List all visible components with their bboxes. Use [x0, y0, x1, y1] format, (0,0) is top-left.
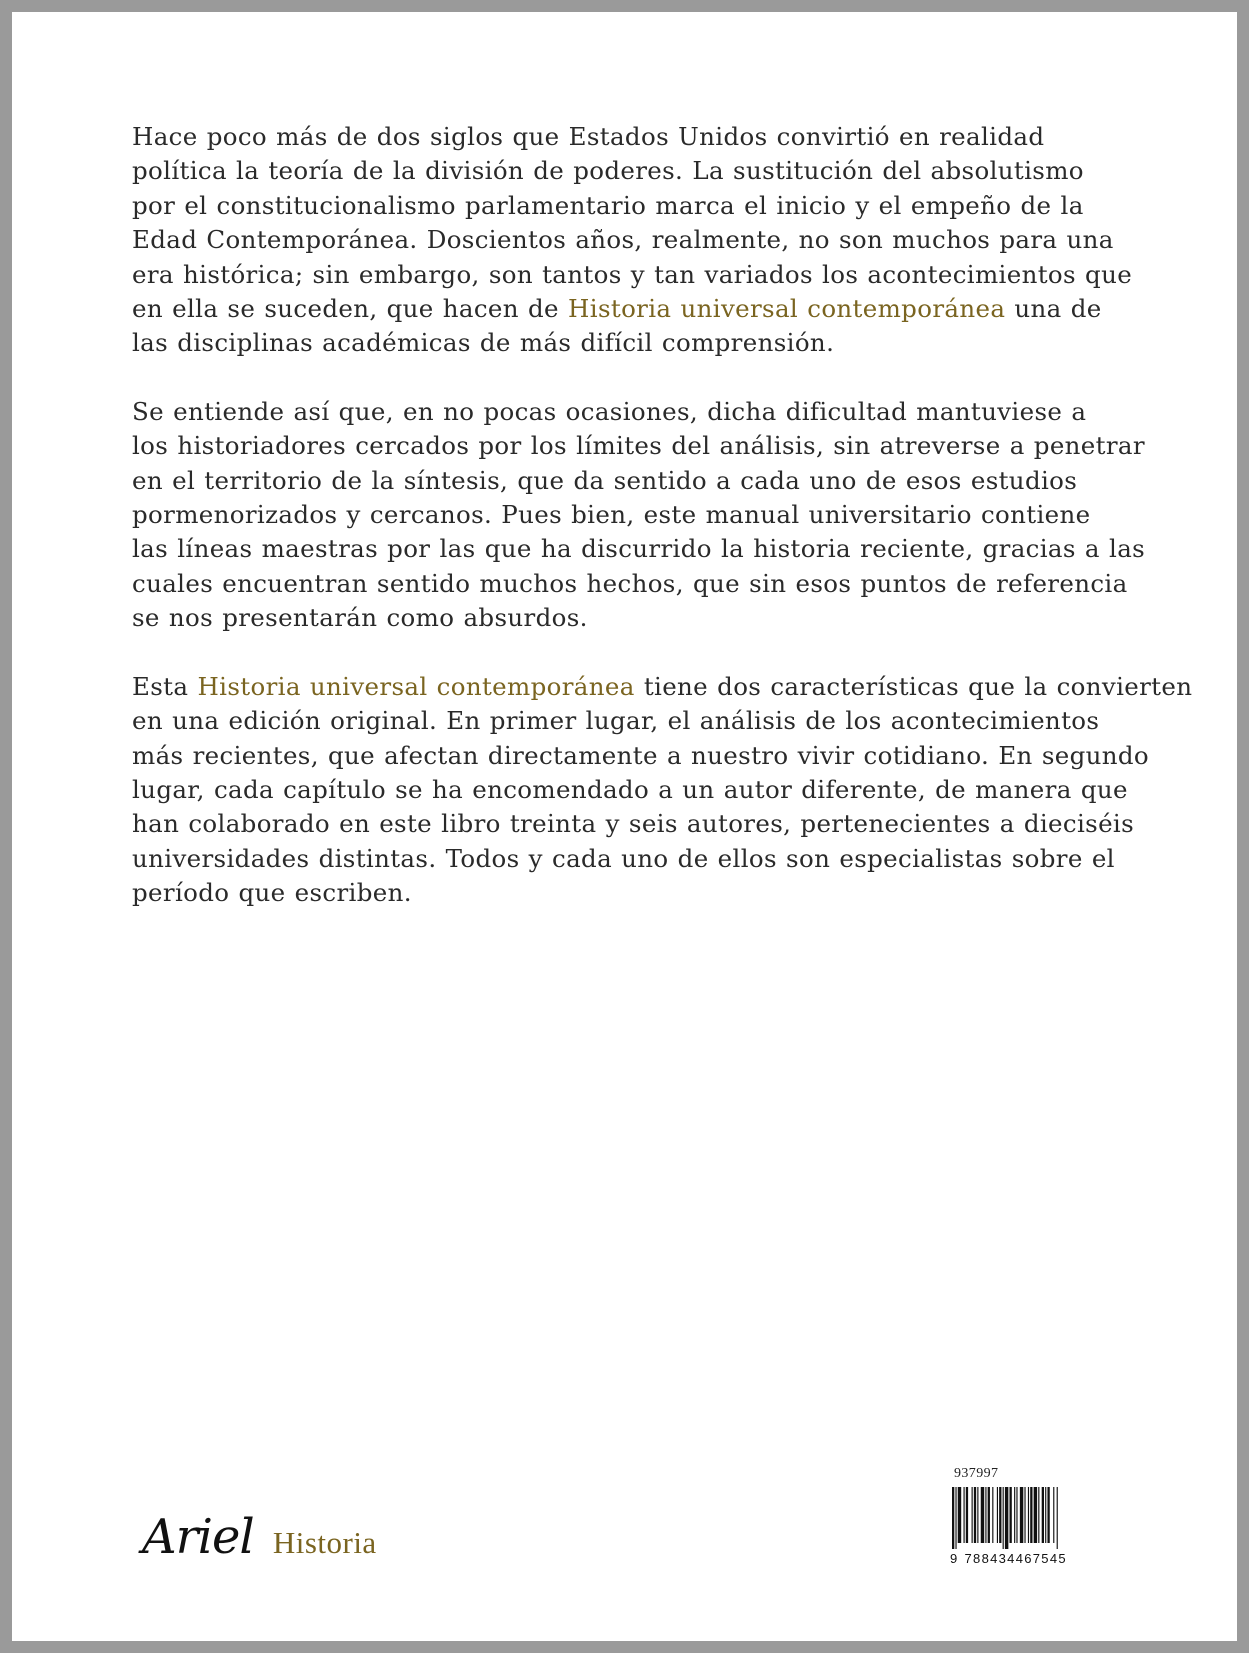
paragraph-3: [132, 670, 1193, 911]
publisher-brand: [142, 1509, 377, 1569]
text-segment: las líneas maestras por las que ha discurrido la historia reciente, gracias a las: [132, 534, 1146, 564]
text-segment: Hace poco más de dos siglos que Estados Unidos convirtió en realidad: [132, 122, 1045, 151]
text-line: [132, 532, 1146, 566]
product-code: 937997: [954, 1466, 999, 1481]
book-title-highlight: Historia universal contemporánea: [568, 294, 1006, 324]
text-line: [132, 429, 1145, 463]
text-segment: universidades distintas. Todos y cada uno de ellos son especialistas sobre el: [132, 843, 1115, 873]
text-segment: una de: [1005, 294, 1102, 324]
text-segment: Edad Contemporánea. Doscientos años, realmente, no son muchos para una: [132, 225, 1114, 255]
paragraph-2: [132, 395, 1146, 636]
text-segment: cuales encuentran sentido muchos hechos, que sin esos puntos de referencia: [132, 568, 1128, 598]
text-line: [132, 739, 1150, 773]
text-line: [132, 773, 1128, 807]
text-segment: en ella se suceden, que hacen de: [132, 294, 569, 324]
text-segment: las disciplinas académicas de más difícil comprensión.: [132, 328, 835, 358]
text-line: [132, 292, 1122, 326]
barcode-icon: [950, 1487, 1096, 1549]
series-name: Historia: [272, 1525, 377, 1560]
text-segment: Se entiende así que, en no pocas ocasiones, dicha dificultad mantuviese a: [132, 396, 1087, 426]
text-line: [132, 395, 1122, 429]
isbn-prefix: 9: [950, 1551, 959, 1566]
synopsis-text: [132, 120, 1193, 945]
text-segment: han colaborado en este libro treinta y seis autores, pertenecientes a dieciséis: [132, 809, 1135, 839]
text-segment: en una edición original. En primer lugar, el análisis de los acontecimientos: [132, 706, 1100, 736]
text-segment: período que escriben.: [132, 878, 412, 908]
isbn-number: [950, 1551, 1100, 1566]
text-line: [132, 258, 1133, 292]
text-line: [132, 876, 1122, 910]
publisher-logo: Ariel: [142, 1509, 254, 1565]
text-line: [132, 842, 1122, 876]
text-segment: tiene dos características que la convierten: [634, 671, 1193, 701]
text-line: [132, 704, 1122, 738]
text-segment: política la teoría de la división de poderes. La sustitución del absolutismo: [132, 156, 1084, 186]
text-line: [132, 154, 1122, 188]
isbn-digits: 788434467545: [964, 1551, 1067, 1566]
text-segment: Esta: [132, 671, 198, 701]
text-line: [132, 601, 1122, 635]
text-line: [132, 807, 1135, 841]
text-line: [132, 189, 1122, 223]
text-line: [132, 567, 1128, 601]
text-line: [132, 670, 1193, 704]
text-segment: en el territorio de la síntesis, que da sentido a cada uno de esos estudios: [132, 465, 1078, 495]
back-cover-page: [12, 12, 1237, 1641]
text-segment: lugar, cada capítulo se ha encomendado a un autor diferente, de manera que: [132, 774, 1128, 804]
text-segment: pormenorizados y cercanos. Pues bien, este manual universitario contiene: [132, 500, 1091, 530]
text-segment: era histórica; sin embargo, son tantos y tan variados los acontecimientos que: [132, 259, 1133, 289]
text-segment: los historiadores cercados por los límites del análisis, sin atreverse a penetrar: [132, 431, 1145, 461]
text-segment: por el constitucionalismo parlamentario marca el inicio y el empeño de la: [132, 190, 1084, 220]
paragraph-1: [132, 120, 1133, 361]
text-segment: más recientes, que afectan directamente a nuestro vivir cotidiano. En segundo: [132, 740, 1150, 770]
book-title-highlight: Historia universal contemporánea: [197, 671, 635, 701]
text-segment: se nos presentarán como absurdos.: [132, 603, 588, 633]
text-line: [132, 223, 1122, 257]
barcode-block: [950, 1465, 1100, 1566]
text-line: [132, 120, 1122, 154]
text-line: [132, 498, 1122, 532]
text-line: [132, 326, 1122, 360]
text-line: [132, 464, 1122, 498]
